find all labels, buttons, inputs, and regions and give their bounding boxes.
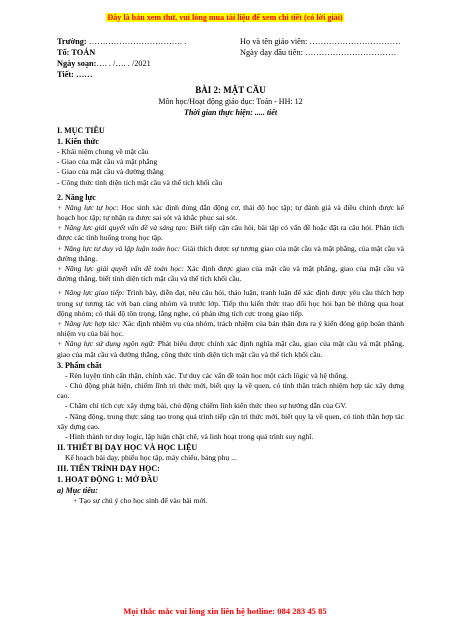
knowledge-item: - Công thức tính diện tích mặt cầu và thể tích khối cầu <box>57 177 223 187</box>
equipment-text: Kế hoạch bài dạy, phiếu học tập, máy chiếu, bảng phụ ... <box>65 453 237 463</box>
ability-heading: 2. Năng lực <box>57 192 96 202</box>
goal-heading: a) Mục tiêu: <box>57 486 98 496</box>
document-body <box>57 84 404 507</box>
ability-item: + Năng lực hợp tác: Xác định nhiệm vụ của nhóm, trách nhiệm của bản thân đưa ra ý kiến đóng góp hoàn thành nhiệm vụ của bài học. <box>57 319 404 339</box>
ability-item: + Năng lực tự học: Học sinh xác định đúng đắn động cơ, thái độ học tập; tự đánh giá và điều chỉnh được kế hoạch học tập; tự nhận ra được sai sót và khắc phục sai sót. <box>57 202 404 223</box>
teaching-date-field: Ngày dạy đầu tiên: …………………………… <box>240 48 397 57</box>
knowledge-item: - Khái niệm chung về mặt cầu <box>57 147 149 156</box>
department-field: Tổ: TOÁN <box>57 48 96 57</box>
knowledge-heading: 1. Kiến thức <box>57 137 99 146</box>
ability-item: + Năng lực tư duy và lập luận toán học: Giải thích được sự tương giao của mặt cầu và mặt phẳng, của mặt cầu và đường thẳng. <box>57 243 405 263</box>
preview-banner-text: Đây là bản xem thử, vui lòng mua tài liệu để xem chi tiết (có lời giải) <box>107 13 343 22</box>
section-equipment-heading: II. THIẾT BỊ DẠY HỌC VÀ HỌC LIỆU <box>57 443 198 453</box>
section-process-heading: III. TIẾN TRÌNH DẠY HỌC: <box>57 464 160 474</box>
knowledge-item: - Giao của mặt cầu và đường thẳng <box>57 167 164 177</box>
lesson-subject: Môn học/Hoạt động giáo dục: Toán - HH: 12 <box>158 97 303 106</box>
teacher-field: Họ và tên giáo viên: …………………………… <box>240 37 401 46</box>
activity-1-heading: 1. HOẠT ĐỘNG 1: MỞ ĐẦU <box>57 475 159 485</box>
preview-banner <box>0 13 450 22</box>
quality-item: - Hình thành tư duy logic, lập luận chặt chẽ, và linh hoạt trong quá trình suy nghĩ. <box>65 432 314 442</box>
school-field: Trường: ……………………………. . <box>57 37 187 46</box>
prep-date-field: Ngày soạn: …. . /…. . /2021 <box>57 59 151 68</box>
lesson-time: Thời gian thực hiện: ..... tiết <box>183 108 278 117</box>
period-field: Tiết: …… <box>57 70 93 79</box>
hotline-banner: Mọi thắc mắc vui lòng xin liên hệ hotline: 084 283 45 85 <box>123 606 327 616</box>
quality-item: - Chăm chỉ tích cực xây dựng bài, chủ động chiếm lĩnh kiến thức theo sự hướng dẫn của GV. <box>65 401 347 411</box>
section-objectives-heading: I. MỤC TIÊU <box>57 126 105 135</box>
lesson-header <box>57 36 407 80</box>
quality-item: - Năng động, trung thực sáng tạo trong quá trình tiếp cận tri thức mới, biết quy lạ về quen, có tinh thần hợp tác xây dựng cao. <box>57 411 404 431</box>
lesson-title: BÀI 2: MẶT CẦU <box>195 85 266 95</box>
ability-item: + Năng lực sử dụng ngôn ngữ: Phát biểu được chính xác định nghĩa mặt cầu, giao của mặt cầu và mặt phẳng, giao của mặt cầu và đường thẳng, công thức tính diện tích mặt cầu và thể tích khối cầu. <box>57 339 404 359</box>
quality-item: - Chủ động phát hiện, chiếm lĩnh tri thức mới, biết quy lạ về quen, có tinh thần trách nhiệm hợp tác xây dựng cao. <box>57 381 404 401</box>
knowledge-item: - Giao của mặt cầu và mặt phẳng <box>57 157 158 167</box>
quality-heading: 3. Phẩm chất <box>57 360 102 370</box>
ability-item: + Năng lực giải quyết vấn đề và sáng tạo: Biết tiếp cận câu hỏi, bài tập có vấn đề hoặc đặt ra câu hỏi. Phân tích được các tình huống trong học tập. <box>57 223 404 243</box>
goal-text: + Tạo sự chú ý cho học sinh để vào bài mới. <box>73 496 208 506</box>
ability-item: + Năng lực giao tiếp: Trình bày, diễn đạt, nêu câu hỏi, thảo luận, tranh luận để xác định được yêu cầu thích hợp trong sự tương tác với bạn cùng nhóm và trước lớp. Tiếp thu kiến thức trao đổi học hỏi bạn bè thông qua hoạt động nhóm; có thái độ tôn trọng, lắng nghe, có phản ứng tích cực trong giao tiếp. <box>57 288 404 318</box>
ability-item: + Năng lực giải quyết vấn đề toán học: Xác định được giao của mặt cầu và mặt phẳng, giao của mặt cầu và đường thẳng, biết tính diện tích mặt cầu và thể tích khối cầu. <box>57 264 404 284</box>
quality-item: - Rèn luyện tính cẩn thận, chính xác. Tư duy các vấn đề toán học một cách lôgic và hệ thống. <box>65 370 348 380</box>
